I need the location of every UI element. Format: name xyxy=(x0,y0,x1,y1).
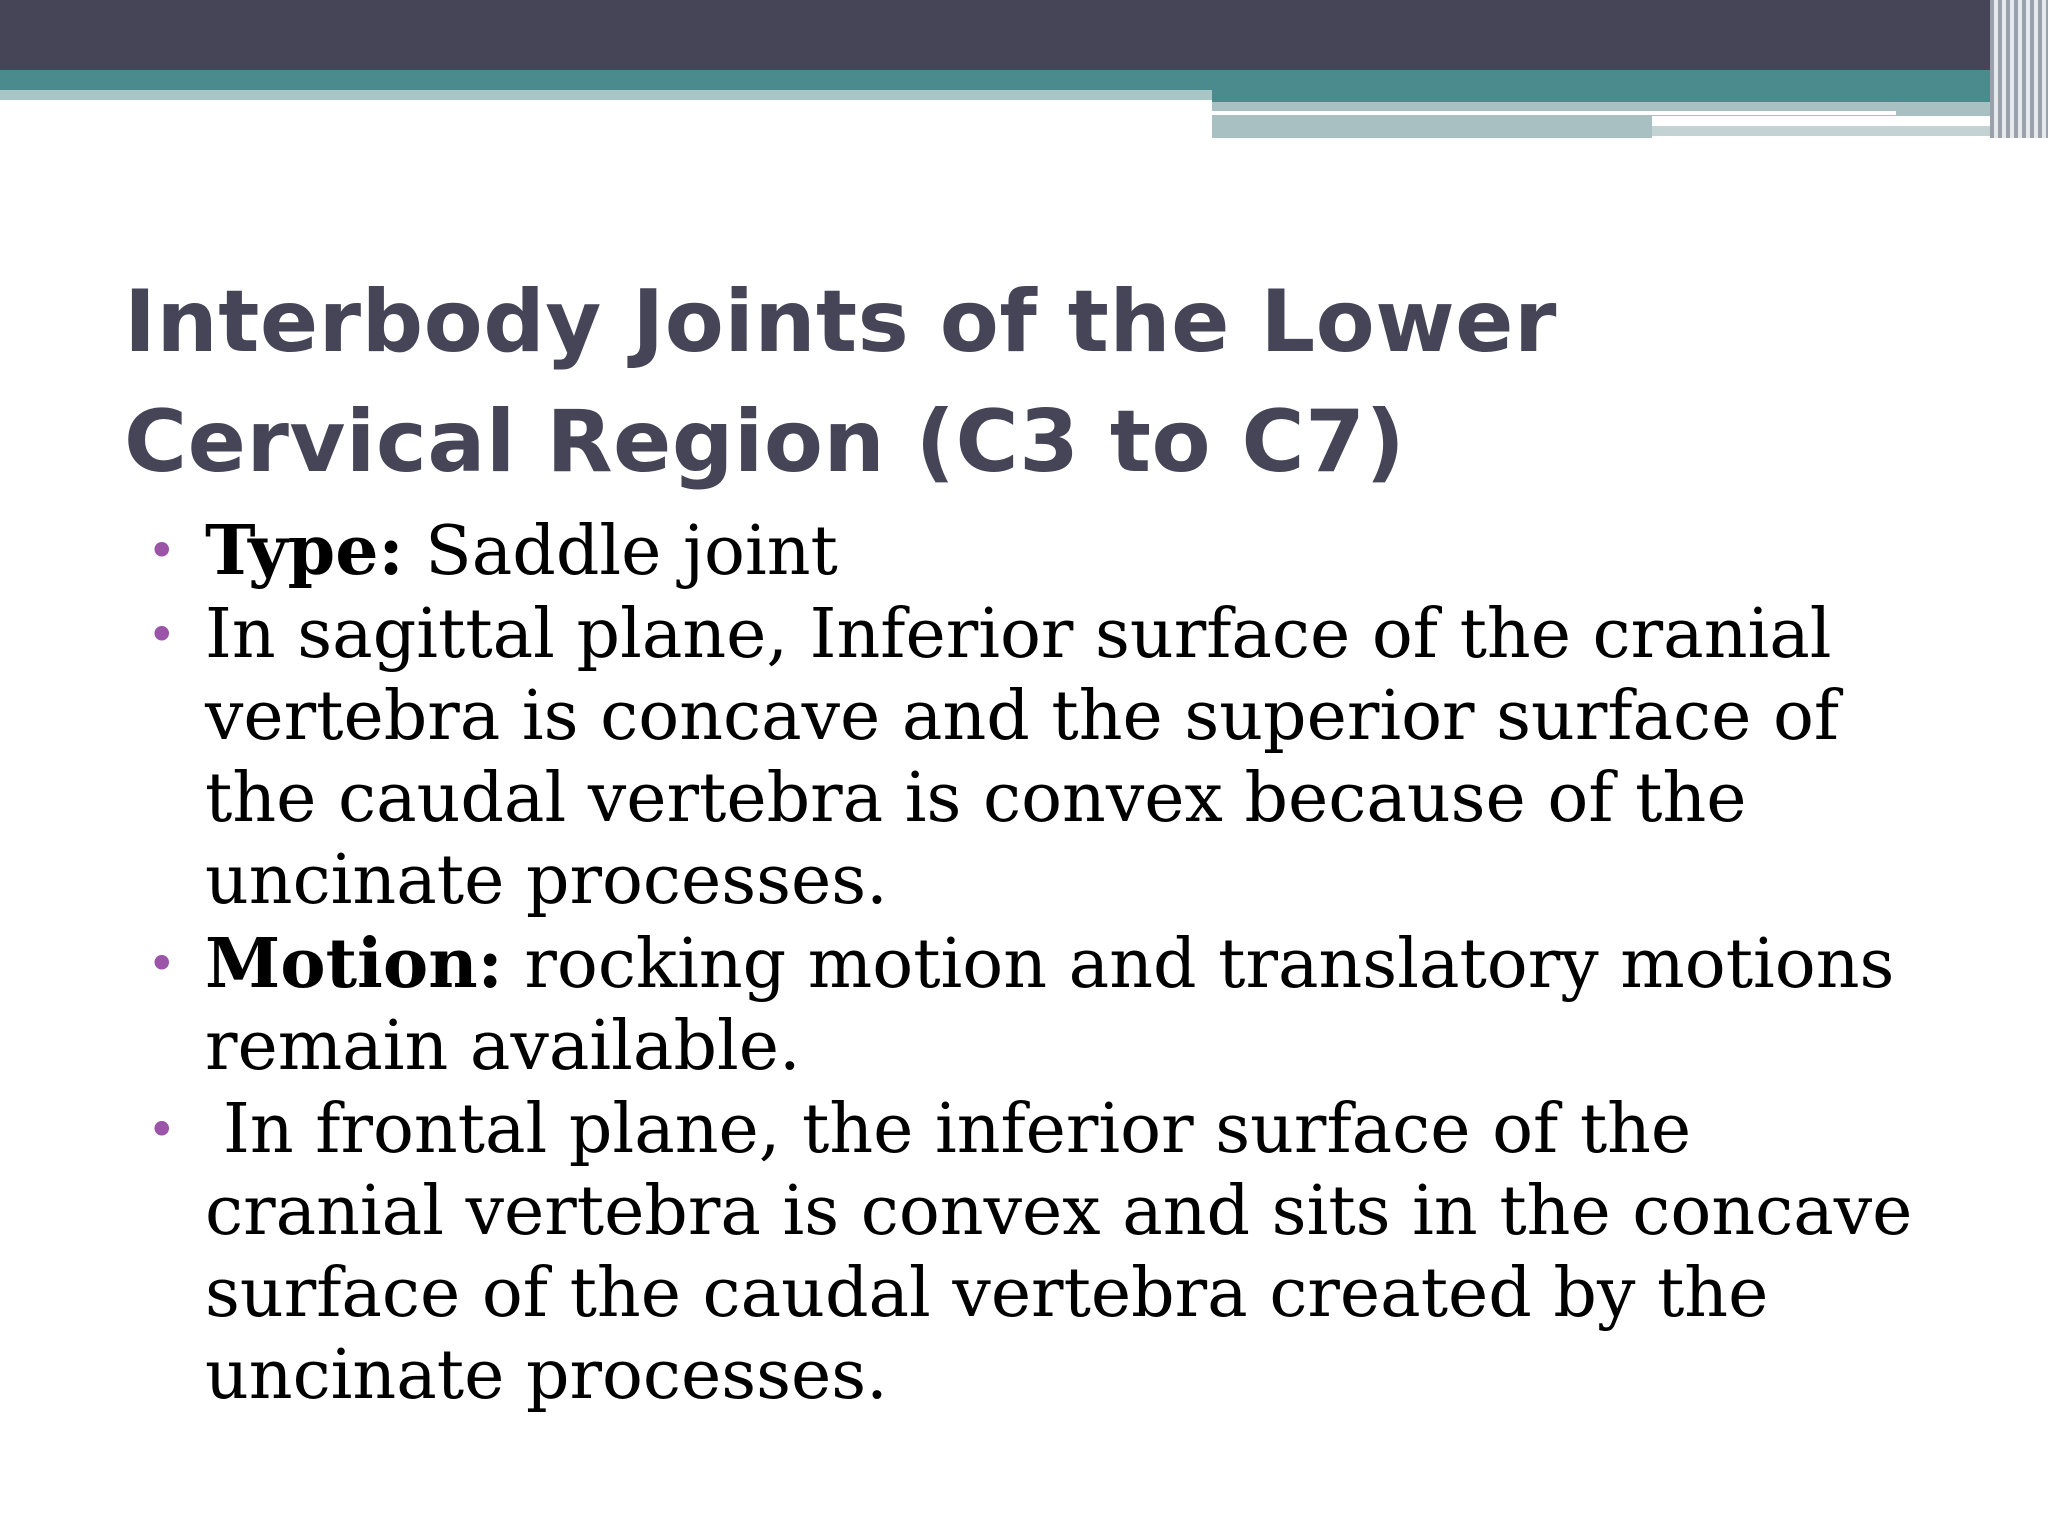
bullet-text: In frontal plane, the inferior surface of the cranial vertebra is convex and sits in the concave surface of the caudal vertebra created by the uncinate processes. xyxy=(205,1090,1913,1415)
header-band-teal xyxy=(0,70,1990,90)
bullet-text: In sagittal plane, Inferior surface of the cranial vertebra is concave and the superior surface of the caudal vertebra is convex because of the uncinate processes. xyxy=(205,595,1840,920)
bullet-item-frontal-plane xyxy=(147,1089,1925,1417)
slide-title: Interbody Joints of the Lower Cervical Region (C3 to C7) xyxy=(124,272,1557,492)
bullet-dot-icon: • xyxy=(147,1101,177,1159)
bullet-dot-icon: • xyxy=(147,606,177,664)
bullet-label: Type: xyxy=(205,511,404,591)
bullet-dot-icon: • xyxy=(147,522,177,580)
bullet-item-sagittal-plane xyxy=(147,594,1925,922)
bullet-label: Motion: xyxy=(205,924,503,1004)
header-band-divider xyxy=(1212,111,1896,115)
bullet-item-motion xyxy=(147,923,1925,1088)
header-band-dark xyxy=(0,0,1990,70)
header-vertical-stripes xyxy=(1990,0,2048,138)
bullet-item-type xyxy=(147,510,1925,593)
bullet-text: Saddle joint xyxy=(403,512,838,591)
bullet-text: rocking motion and translatory motions remain available. xyxy=(205,925,1895,1086)
bullet-dot-icon: • xyxy=(147,935,177,993)
header-band-teal-right xyxy=(1212,90,1990,102)
header-band-light xyxy=(0,90,1212,100)
header-band-gray-faint xyxy=(1652,126,1990,136)
bullet-list xyxy=(147,510,1925,1418)
header-band-gray-lower xyxy=(1212,116,1652,138)
